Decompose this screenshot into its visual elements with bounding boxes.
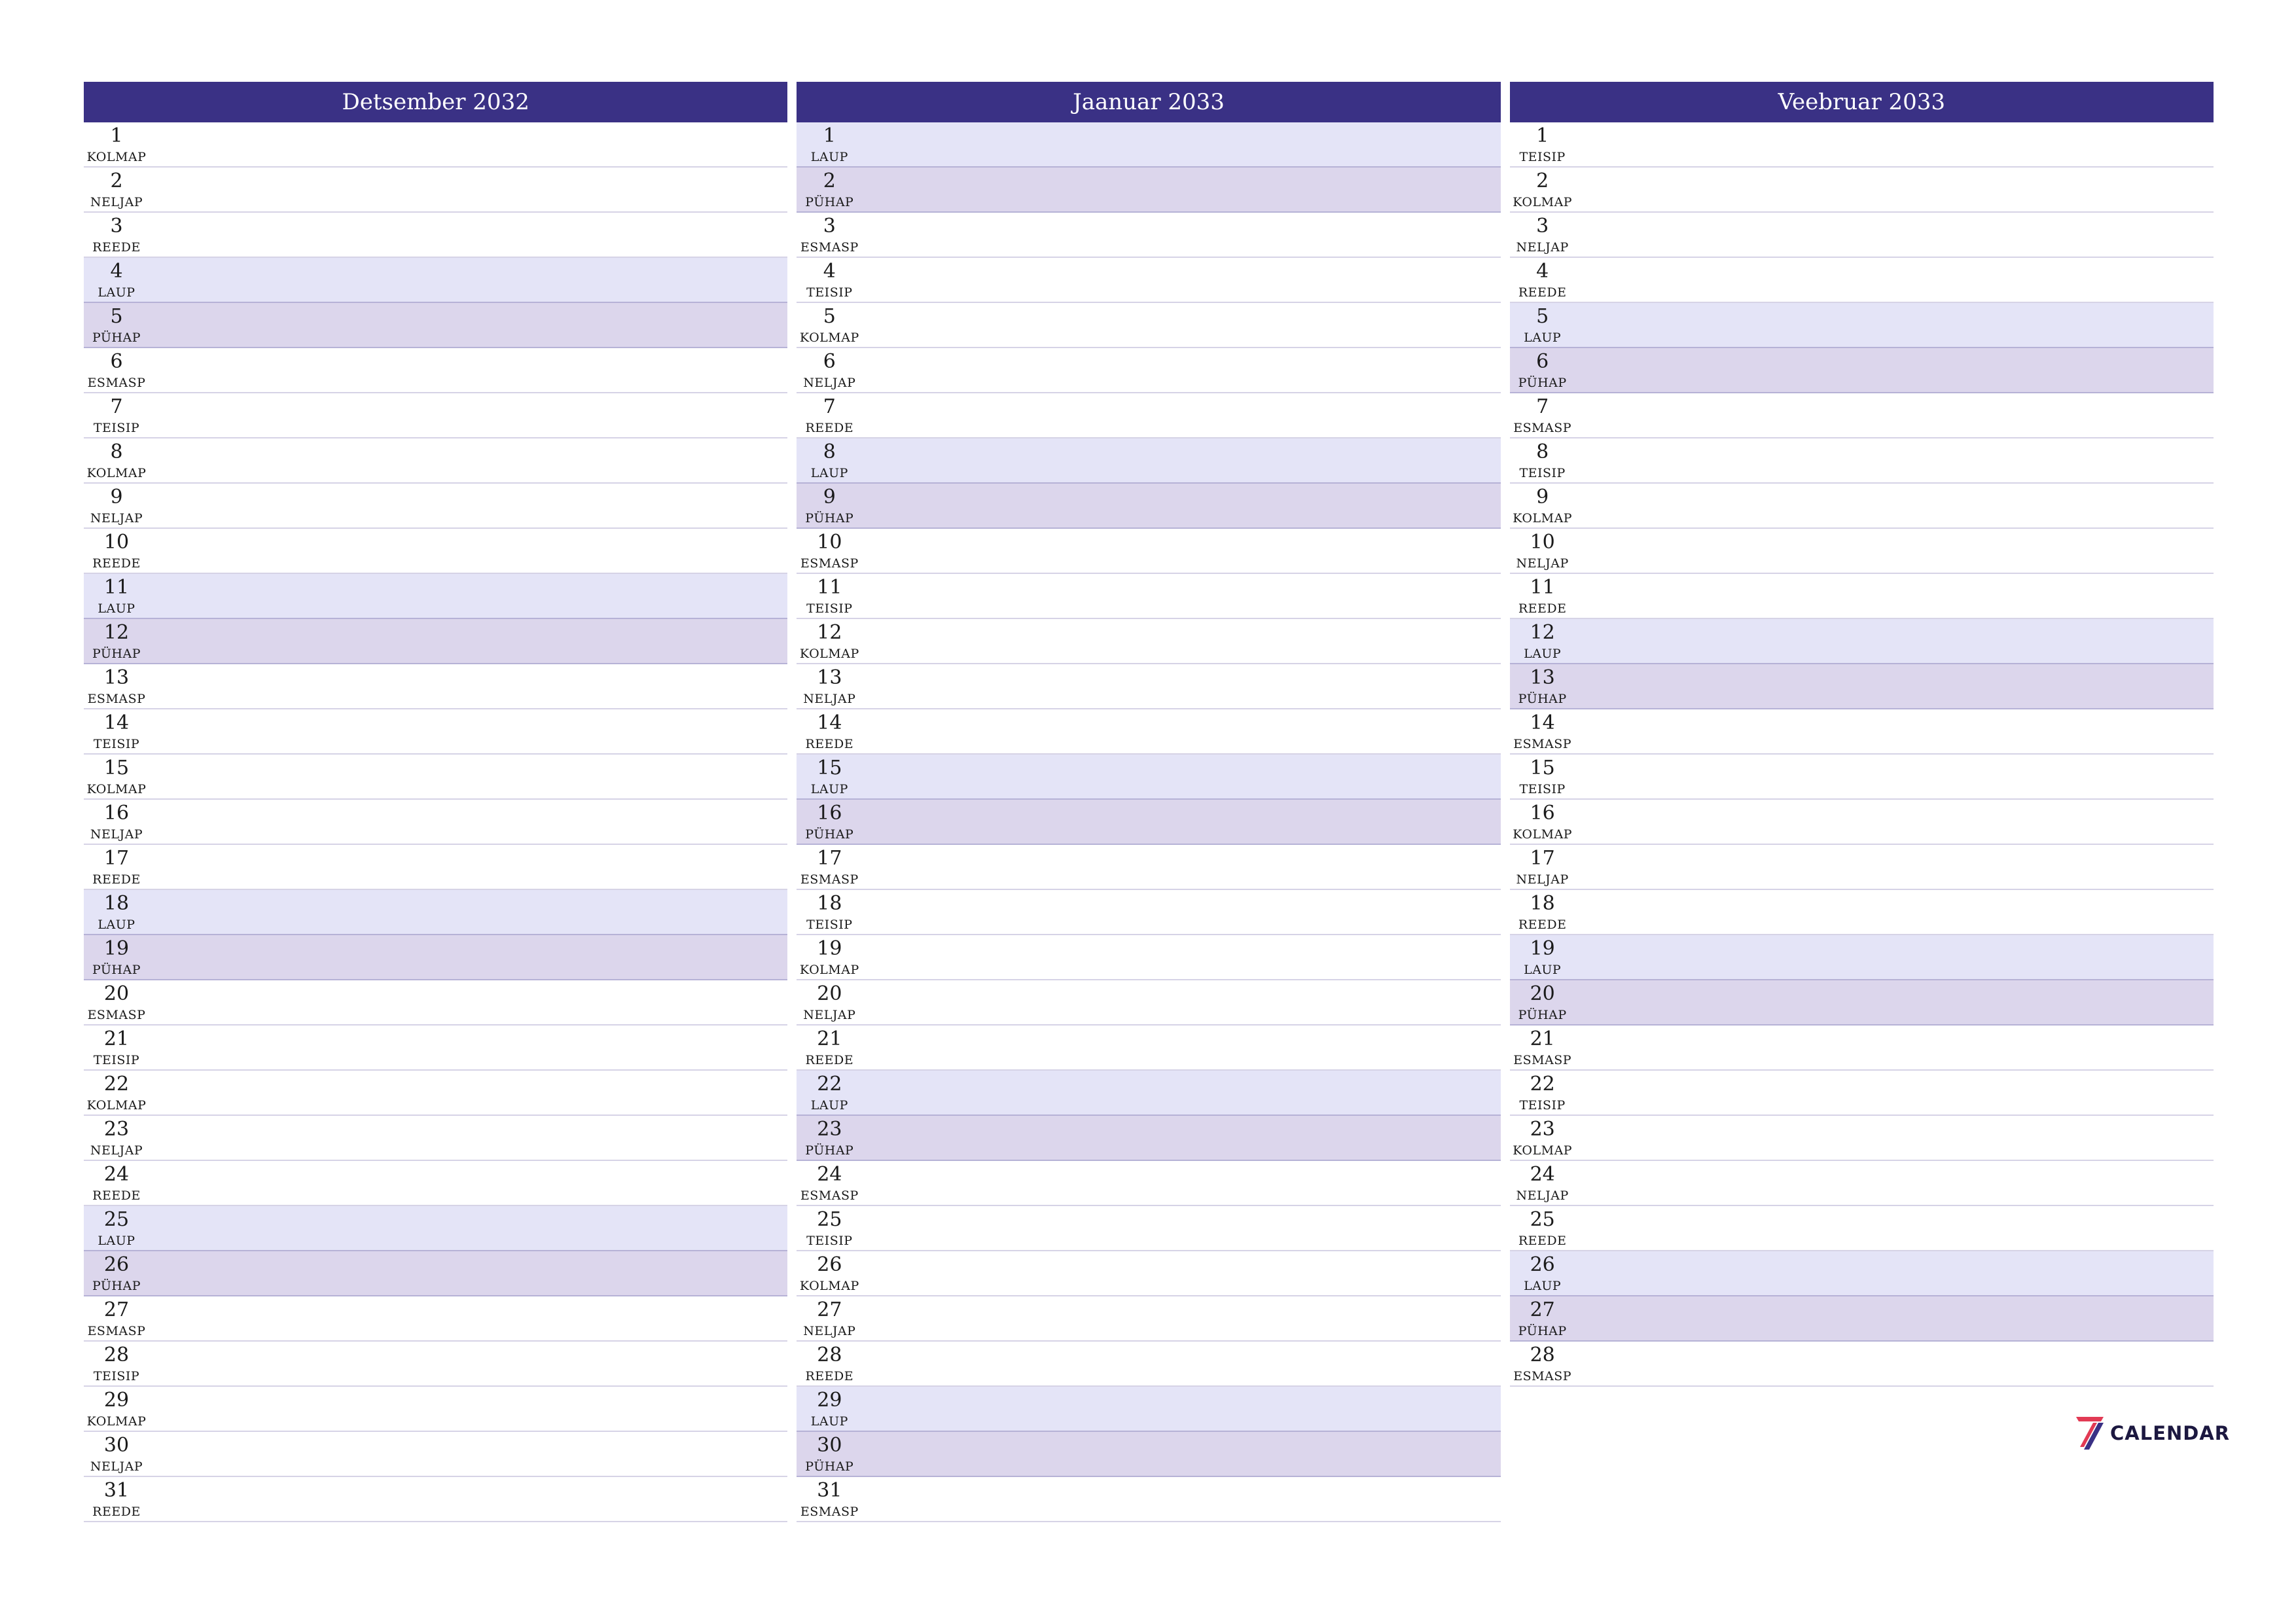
day-number: 5 bbox=[823, 305, 836, 328]
day-number: 31 bbox=[817, 1479, 842, 1502]
day-row bbox=[1510, 484, 2214, 529]
weekday-label: PÜHAP bbox=[805, 827, 854, 842]
day-number: 11 bbox=[103, 576, 130, 599]
weekday-label: TEISIP bbox=[806, 1234, 853, 1248]
day-row bbox=[1510, 664, 2214, 709]
month-column bbox=[1510, 82, 2214, 1522]
day-row bbox=[797, 980, 1500, 1026]
weekday-label: PÜHAP bbox=[805, 195, 854, 209]
weekday-label: LAUP bbox=[98, 1234, 135, 1248]
day-number: 27 bbox=[103, 1298, 130, 1321]
day-number: 30 bbox=[103, 1434, 130, 1457]
day-row bbox=[797, 755, 1500, 800]
month-title: Detsember 2032 bbox=[84, 82, 787, 122]
day-list bbox=[1510, 122, 2214, 1387]
seven-logo-icon bbox=[2075, 1416, 2105, 1451]
weekday-label: LAUP bbox=[810, 150, 848, 164]
weekday-label: PÜHAP bbox=[1518, 1008, 1567, 1022]
day-row bbox=[797, 1432, 1500, 1477]
weekday-label: NELJAP bbox=[1516, 1188, 1569, 1203]
weekday-label: NELJAP bbox=[90, 827, 143, 842]
weekday-label: NELJAP bbox=[803, 692, 856, 706]
day-row bbox=[797, 1387, 1500, 1432]
day-number: 5 bbox=[1536, 305, 1549, 328]
day-row bbox=[84, 122, 787, 168]
day-row bbox=[84, 1026, 787, 1071]
day-row bbox=[797, 1026, 1500, 1071]
day-number: 19 bbox=[817, 937, 842, 960]
day-number: 10 bbox=[103, 531, 130, 554]
month-title: Jaanuar 2033 bbox=[797, 82, 1500, 122]
weekday-label: LAUP bbox=[810, 466, 848, 480]
weekday-label: LAUP bbox=[98, 285, 135, 300]
day-number: 6 bbox=[823, 350, 836, 373]
day-number: 16 bbox=[1530, 802, 1555, 825]
weekday-label: REEDE bbox=[805, 1053, 854, 1067]
weekday-label: LAUP bbox=[810, 1414, 848, 1429]
day-row bbox=[797, 1296, 1500, 1342]
day-number: 13 bbox=[1530, 666, 1555, 689]
weekday-label: LAUP bbox=[1524, 963, 1562, 977]
day-number: 9 bbox=[823, 486, 836, 508]
day-row bbox=[84, 1116, 787, 1161]
day-number: 3 bbox=[1536, 215, 1549, 238]
weekday-label: ESMASP bbox=[1513, 421, 1572, 435]
day-row bbox=[84, 1432, 787, 1477]
day-number: 27 bbox=[1530, 1298, 1555, 1321]
day-number: 3 bbox=[823, 215, 836, 238]
month-title: Veebruar 2033 bbox=[1510, 82, 2214, 122]
day-number: 29 bbox=[817, 1389, 842, 1412]
day-number: 20 bbox=[1530, 982, 1555, 1005]
weekday-label: REEDE bbox=[92, 1188, 141, 1203]
day-number: 20 bbox=[817, 982, 842, 1005]
weekday-label: TEISIP bbox=[1519, 150, 1566, 164]
weekday-label: KOLMAP bbox=[799, 647, 859, 661]
day-row bbox=[797, 935, 1500, 980]
day-row bbox=[1510, 1342, 2214, 1387]
day-row bbox=[84, 213, 787, 258]
day-row bbox=[84, 709, 787, 755]
day-number: 22 bbox=[817, 1073, 842, 1096]
weekday-label: NELJAP bbox=[1516, 556, 1569, 571]
day-list bbox=[84, 122, 787, 1522]
day-row bbox=[797, 800, 1500, 845]
day-list bbox=[797, 122, 1500, 1522]
day-row bbox=[1510, 303, 2214, 348]
weekday-label: NELJAP bbox=[803, 1008, 856, 1022]
day-row bbox=[84, 438, 787, 484]
brand-logo bbox=[2075, 1415, 2230, 1452]
day-number: 13 bbox=[817, 666, 842, 689]
weekday-label: TEISIP bbox=[93, 1369, 140, 1383]
weekday-label: KOLMAP bbox=[86, 150, 147, 164]
day-row bbox=[797, 393, 1500, 438]
day-row bbox=[797, 303, 1500, 348]
weekday-label: PÜHAP bbox=[805, 511, 854, 526]
day-row bbox=[84, 800, 787, 845]
day-row bbox=[1510, 574, 2214, 619]
day-row bbox=[1510, 935, 2214, 980]
weekday-label: ESMASP bbox=[1513, 737, 1572, 751]
weekday-label: PÜHAP bbox=[805, 1459, 854, 1474]
day-number: 4 bbox=[823, 260, 836, 283]
day-number: 21 bbox=[817, 1027, 842, 1050]
weekday-label: REEDE bbox=[92, 556, 141, 571]
weekday-label: PÜHAP bbox=[92, 647, 141, 661]
weekday-label: PÜHAP bbox=[92, 1279, 141, 1293]
day-number: 15 bbox=[1530, 757, 1555, 779]
weekday-label: ESMASP bbox=[800, 556, 859, 571]
day-number: 9 bbox=[110, 486, 123, 508]
day-number: 11 bbox=[817, 576, 842, 599]
weekday-label: NELJAP bbox=[90, 195, 143, 209]
day-number: 1 bbox=[823, 124, 836, 147]
weekday-label: LAUP bbox=[98, 601, 135, 616]
day-row bbox=[797, 122, 1500, 168]
day-row bbox=[84, 393, 787, 438]
day-row bbox=[1510, 845, 2214, 890]
day-row bbox=[797, 1116, 1500, 1161]
weekday-label: ESMASP bbox=[1513, 1369, 1572, 1383]
weekday-label: ESMASP bbox=[87, 1324, 146, 1338]
day-row bbox=[1510, 755, 2214, 800]
day-row bbox=[797, 1251, 1500, 1296]
day-row bbox=[1510, 1071, 2214, 1116]
weekday-label: ESMASP bbox=[87, 1008, 146, 1022]
day-row bbox=[797, 845, 1500, 890]
weekday-label: PÜHAP bbox=[805, 1143, 854, 1158]
day-number: 6 bbox=[110, 350, 123, 373]
weekday-label: REEDE bbox=[805, 1369, 854, 1383]
day-row bbox=[84, 168, 787, 213]
day-number: 17 bbox=[817, 847, 842, 870]
weekday-label: PÜHAP bbox=[1518, 692, 1567, 706]
day-row bbox=[797, 1477, 1500, 1522]
day-row bbox=[84, 755, 787, 800]
day-number: 31 bbox=[103, 1479, 130, 1502]
weekday-label: REEDE bbox=[1518, 1234, 1567, 1248]
weekday-label: TEISIP bbox=[806, 601, 853, 616]
day-number: 26 bbox=[817, 1253, 842, 1276]
day-number: 28 bbox=[103, 1344, 130, 1366]
weekday-label: LAUP bbox=[1524, 330, 1562, 345]
day-number: 25 bbox=[1530, 1208, 1555, 1231]
weekday-label: KOLMAP bbox=[86, 1414, 147, 1429]
day-row bbox=[1510, 619, 2214, 664]
day-number: 25 bbox=[103, 1208, 130, 1231]
day-row bbox=[84, 845, 787, 890]
day-number: 25 bbox=[817, 1208, 842, 1231]
day-row bbox=[797, 1071, 1500, 1116]
weekday-label: NELJAP bbox=[90, 511, 143, 526]
weekday-label: TEISIP bbox=[1519, 1098, 1566, 1113]
day-row bbox=[84, 1342, 787, 1387]
weekday-label: TEISIP bbox=[806, 918, 853, 932]
day-number: 15 bbox=[817, 757, 842, 779]
weekday-label: ESMASP bbox=[800, 1505, 859, 1519]
weekday-label: ESMASP bbox=[1513, 1053, 1572, 1067]
day-number: 10 bbox=[817, 531, 842, 554]
day-row bbox=[797, 168, 1500, 213]
day-row bbox=[84, 1387, 787, 1432]
day-number: 7 bbox=[110, 395, 123, 418]
day-number: 1 bbox=[110, 124, 123, 147]
day-row bbox=[1510, 122, 2214, 168]
day-number: 28 bbox=[1530, 1344, 1555, 1366]
day-row bbox=[84, 980, 787, 1026]
day-row bbox=[84, 529, 787, 574]
day-row bbox=[797, 529, 1500, 574]
weekday-label: KOLMAP bbox=[86, 1098, 147, 1113]
day-row bbox=[1510, 980, 2214, 1026]
day-number: 9 bbox=[1536, 486, 1549, 508]
weekday-label: TEISIP bbox=[93, 737, 140, 751]
day-number: 6 bbox=[1536, 350, 1549, 373]
weekday-label: KOLMAP bbox=[86, 782, 147, 796]
weekday-label: ESMASP bbox=[800, 1188, 859, 1203]
day-row bbox=[84, 348, 787, 393]
month-column bbox=[84, 82, 787, 1522]
weekday-label: PÜHAP bbox=[92, 330, 141, 345]
day-row bbox=[84, 574, 787, 619]
day-row bbox=[84, 890, 787, 935]
weekday-label: NELJAP bbox=[803, 1324, 856, 1338]
day-number: 1 bbox=[1536, 124, 1549, 147]
day-row bbox=[797, 213, 1500, 258]
weekday-label: TEISIP bbox=[1519, 782, 1566, 796]
weekday-label: ESMASP bbox=[87, 692, 146, 706]
day-number: 22 bbox=[1530, 1073, 1555, 1096]
day-row bbox=[1510, 1026, 2214, 1071]
day-number: 12 bbox=[1530, 621, 1555, 644]
day-row bbox=[1510, 348, 2214, 393]
weekday-label: REEDE bbox=[92, 872, 141, 887]
day-number: 28 bbox=[817, 1344, 842, 1366]
day-number: 14 bbox=[103, 711, 130, 734]
month-column bbox=[797, 82, 1500, 1522]
day-number: 23 bbox=[103, 1118, 130, 1141]
day-number: 8 bbox=[823, 440, 836, 463]
weekday-label: NELJAP bbox=[1516, 240, 1569, 255]
weekday-label: NELJAP bbox=[803, 376, 856, 390]
weekday-label: TEISIP bbox=[1519, 466, 1566, 480]
day-number: 12 bbox=[103, 621, 130, 644]
day-number: 10 bbox=[1530, 531, 1555, 554]
day-row bbox=[84, 1161, 787, 1206]
day-number: 20 bbox=[103, 982, 130, 1005]
day-number: 4 bbox=[1536, 260, 1549, 283]
weekday-label: PÜHAP bbox=[1518, 376, 1567, 390]
day-number: 14 bbox=[1530, 711, 1555, 734]
weekday-label: KOLMAP bbox=[1513, 827, 1573, 842]
day-number: 15 bbox=[103, 757, 130, 779]
day-row bbox=[1510, 1161, 2214, 1206]
day-number: 4 bbox=[110, 260, 123, 283]
weekday-label: TEISIP bbox=[93, 421, 140, 435]
day-number: 2 bbox=[1536, 169, 1549, 192]
day-row bbox=[84, 664, 787, 709]
day-number: 2 bbox=[110, 169, 123, 192]
day-number: 19 bbox=[1530, 937, 1555, 960]
weekday-label: NELJAP bbox=[1516, 872, 1569, 887]
day-number: 24 bbox=[103, 1163, 130, 1186]
day-row bbox=[1510, 1206, 2214, 1251]
day-row bbox=[1510, 1296, 2214, 1342]
day-row bbox=[84, 1206, 787, 1251]
day-row bbox=[84, 1477, 787, 1522]
weekday-label: KOLMAP bbox=[799, 330, 859, 345]
day-row bbox=[797, 1161, 1500, 1206]
day-row bbox=[797, 619, 1500, 664]
day-row bbox=[797, 348, 1500, 393]
day-number: 23 bbox=[817, 1118, 842, 1141]
weekday-label: REEDE bbox=[92, 240, 141, 255]
day-row bbox=[84, 619, 787, 664]
weekday-label: REEDE bbox=[805, 421, 854, 435]
day-row bbox=[1510, 1116, 2214, 1161]
day-number: 3 bbox=[110, 215, 123, 238]
day-row bbox=[797, 1206, 1500, 1251]
day-row bbox=[797, 438, 1500, 484]
day-number: 23 bbox=[1530, 1118, 1555, 1141]
day-number: 26 bbox=[1530, 1253, 1555, 1276]
weekday-label: REEDE bbox=[92, 1505, 141, 1519]
day-number: 19 bbox=[103, 937, 130, 960]
day-number: 18 bbox=[817, 892, 842, 915]
weekday-label: LAUP bbox=[810, 1098, 848, 1113]
day-number: 18 bbox=[1530, 892, 1555, 915]
weekday-label: TEISIP bbox=[806, 285, 853, 300]
day-row bbox=[797, 484, 1500, 529]
weekday-label: KOLMAP bbox=[86, 466, 147, 480]
weekday-label: LAUP bbox=[810, 782, 848, 796]
day-row bbox=[1510, 529, 2214, 574]
day-row bbox=[1510, 438, 2214, 484]
day-number: 8 bbox=[110, 440, 123, 463]
day-row bbox=[1510, 890, 2214, 935]
day-row bbox=[1510, 213, 2214, 258]
weekday-label: NELJAP bbox=[90, 1143, 143, 1158]
weekday-label: LAUP bbox=[1524, 1279, 1562, 1293]
day-row bbox=[84, 258, 787, 303]
day-row bbox=[84, 935, 787, 980]
weekday-label: NELJAP bbox=[90, 1459, 143, 1474]
day-row bbox=[84, 1251, 787, 1296]
day-number: 16 bbox=[817, 802, 842, 825]
weekday-label: REEDE bbox=[805, 737, 854, 751]
day-row bbox=[797, 258, 1500, 303]
day-row bbox=[797, 709, 1500, 755]
weekday-label: KOLMAP bbox=[799, 963, 859, 977]
day-number: 27 bbox=[817, 1298, 842, 1321]
day-number: 30 bbox=[817, 1434, 842, 1457]
day-number: 12 bbox=[817, 621, 842, 644]
weekday-label: KOLMAP bbox=[1513, 1143, 1573, 1158]
day-row bbox=[1510, 258, 2214, 303]
day-row bbox=[84, 1296, 787, 1342]
day-number: 2 bbox=[823, 169, 836, 192]
day-row bbox=[797, 574, 1500, 619]
day-number: 18 bbox=[103, 892, 130, 915]
weekday-label: KOLMAP bbox=[1513, 195, 1573, 209]
day-number: 5 bbox=[110, 305, 123, 328]
day-number: 22 bbox=[103, 1073, 130, 1096]
weekday-label: PÜHAP bbox=[1518, 1324, 1567, 1338]
weekday-label: TEISIP bbox=[93, 1053, 140, 1067]
weekday-label: REEDE bbox=[1518, 285, 1567, 300]
day-row bbox=[84, 484, 787, 529]
day-number: 13 bbox=[103, 666, 130, 689]
weekday-label: LAUP bbox=[98, 918, 135, 932]
day-number: 14 bbox=[817, 711, 842, 734]
weekday-label: KOLMAP bbox=[799, 1279, 859, 1293]
weekday-label: LAUP bbox=[1524, 647, 1562, 661]
day-number: 7 bbox=[823, 395, 836, 418]
day-number: 11 bbox=[1530, 576, 1555, 599]
day-row bbox=[1510, 800, 2214, 845]
day-row bbox=[1510, 393, 2214, 438]
day-number: 16 bbox=[103, 802, 130, 825]
weekday-label: REEDE bbox=[1518, 918, 1567, 932]
logo-text: CALENDAR bbox=[2110, 1422, 2231, 1444]
calendar-months bbox=[84, 82, 2214, 1522]
day-row bbox=[1510, 168, 2214, 213]
day-number: 8 bbox=[1536, 440, 1549, 463]
day-number: 24 bbox=[1530, 1163, 1555, 1186]
weekday-label: ESMASP bbox=[800, 872, 859, 887]
day-row bbox=[84, 303, 787, 348]
day-row bbox=[1510, 709, 2214, 755]
day-number: 17 bbox=[1530, 847, 1555, 870]
day-number: 21 bbox=[103, 1027, 130, 1050]
weekday-label: ESMASP bbox=[800, 240, 859, 255]
day-row bbox=[797, 664, 1500, 709]
weekday-label: ESMASP bbox=[87, 376, 146, 390]
day-number: 26 bbox=[103, 1253, 130, 1276]
weekday-label: KOLMAP bbox=[1513, 511, 1573, 526]
day-row bbox=[84, 1071, 787, 1116]
day-number: 17 bbox=[103, 847, 130, 870]
day-number: 7 bbox=[1536, 395, 1549, 418]
weekday-label: REEDE bbox=[1518, 601, 1567, 616]
day-row bbox=[1510, 1251, 2214, 1296]
day-row bbox=[797, 1342, 1500, 1387]
day-number: 29 bbox=[103, 1389, 130, 1412]
day-row bbox=[797, 890, 1500, 935]
day-number: 24 bbox=[817, 1163, 842, 1186]
weekday-label: PÜHAP bbox=[92, 963, 141, 977]
day-number: 21 bbox=[1530, 1027, 1555, 1050]
